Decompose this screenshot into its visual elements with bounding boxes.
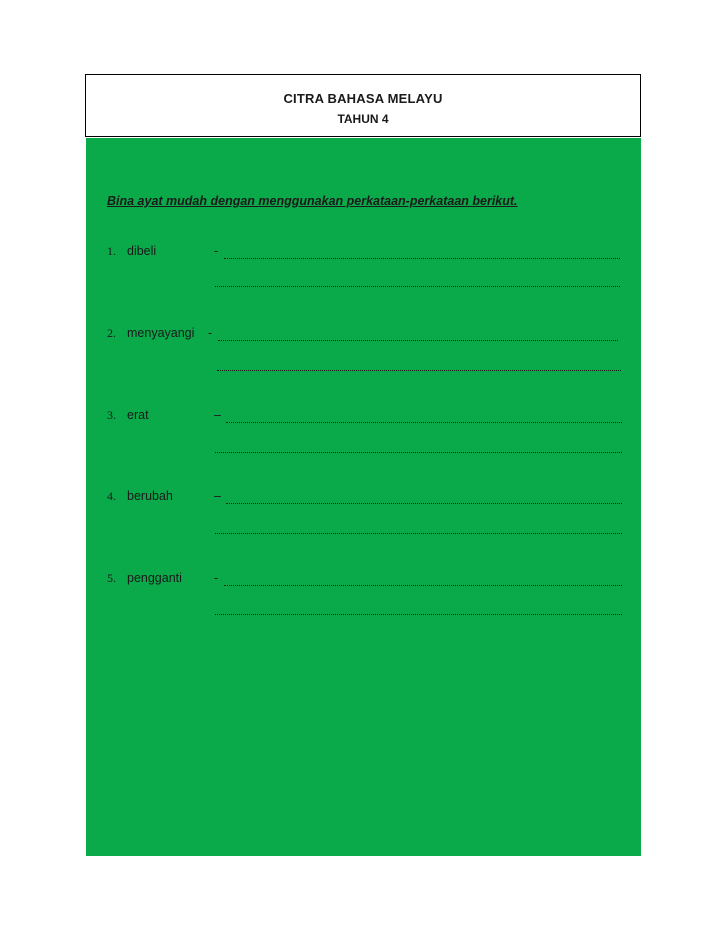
header-box bbox=[85, 74, 641, 137]
answer-line-1[interactable] bbox=[226, 408, 622, 423]
answer-line-1[interactable] bbox=[224, 244, 620, 259]
item-word: dibeli bbox=[127, 244, 157, 258]
item-word: menyayangi bbox=[127, 326, 195, 340]
answer-line-1[interactable] bbox=[226, 489, 622, 504]
worksheet-subtitle: TAHUN 4 bbox=[337, 112, 389, 126]
item-word: erat bbox=[127, 408, 149, 422]
item-word: pengganti bbox=[127, 571, 182, 585]
item-word: berubah bbox=[127, 489, 173, 503]
item-number: 3. bbox=[107, 408, 116, 422]
answer-line-2[interactable] bbox=[217, 356, 621, 371]
instruction-text: Bina ayat mudah dengan menggunakan perkataan-perkataan berikut. bbox=[107, 194, 518, 208]
item-separator: – bbox=[214, 489, 221, 503]
answer-line-2[interactable] bbox=[215, 272, 620, 287]
list-item bbox=[0, 489, 728, 509]
list-item bbox=[0, 408, 728, 428]
item-number: 1. bbox=[107, 244, 116, 258]
answer-line-1[interactable] bbox=[224, 571, 622, 586]
answer-line-2[interactable] bbox=[215, 600, 622, 615]
list-item bbox=[0, 244, 728, 264]
list-item bbox=[0, 571, 728, 591]
item-separator: - bbox=[214, 244, 219, 258]
item-number: 2. bbox=[107, 326, 116, 340]
item-number: 4. bbox=[107, 489, 116, 503]
list-item bbox=[0, 326, 728, 346]
item-separator: - bbox=[208, 326, 213, 340]
answer-line-1[interactable] bbox=[218, 326, 618, 341]
answer-line-2[interactable] bbox=[215, 438, 622, 453]
item-separator: - bbox=[214, 571, 219, 585]
answer-line-2[interactable] bbox=[215, 519, 622, 534]
item-number: 5. bbox=[107, 571, 116, 585]
item-separator: – bbox=[214, 408, 221, 422]
worksheet-title: CITRA BAHASA MELAYU bbox=[283, 91, 443, 106]
